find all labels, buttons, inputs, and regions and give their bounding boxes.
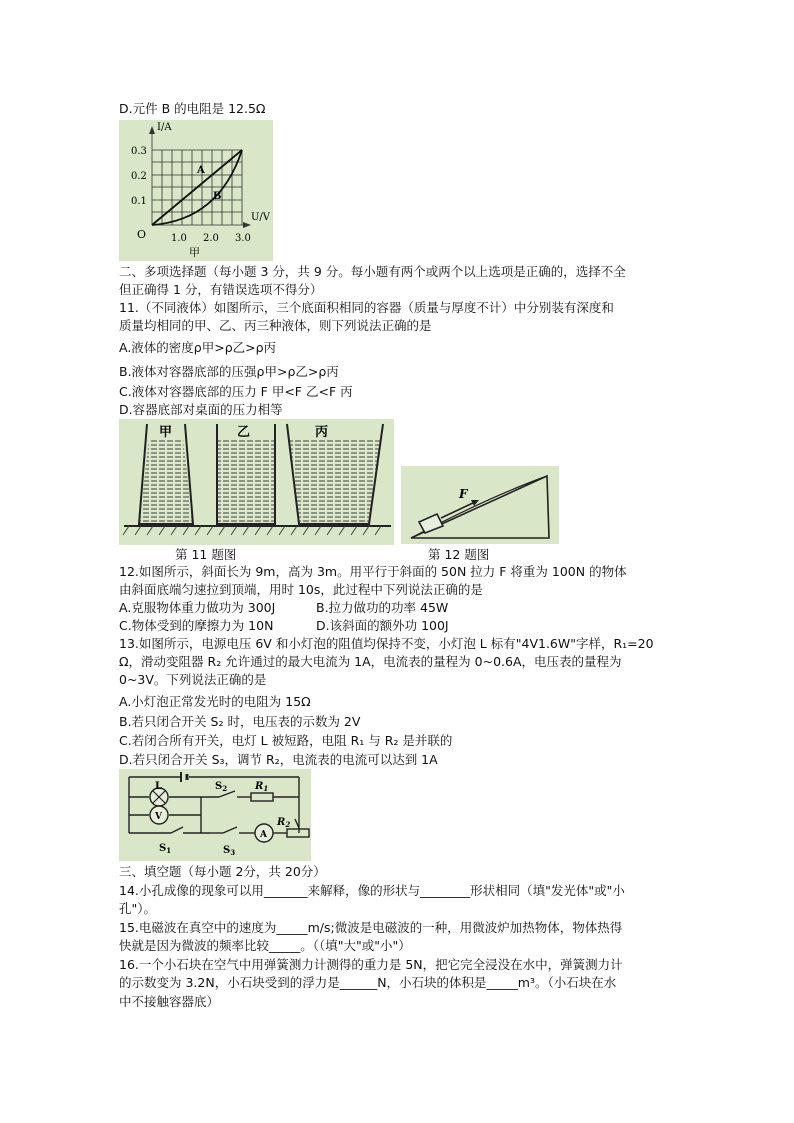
q12-stem-line2: 由斜面底端匀速拉到顶端，用时 10s，此过程中下列说法正确的是 [119, 582, 483, 597]
block [419, 514, 443, 533]
x-tick-3: 3.0 [235, 233, 251, 244]
circuit-diagram [119, 769, 311, 861]
y-tick-0.2: 0.2 [131, 171, 147, 182]
origin-label: O [137, 228, 147, 241]
q13-stem-line1: 13.如图所示，电源电压 6V 和小灯泡的阻值均保持不变，小灯泡 L 标有"4V1.6W"字样，R₁=20 [119, 636, 654, 651]
q13-stem-line3: 0~3V。下列说法正确的是 [119, 672, 267, 687]
s1-label: $S_1$ [159, 843, 172, 855]
graph-caption: 甲 [189, 246, 200, 259]
q11-figure-caption: 第 11 题图 [175, 547, 237, 562]
iu-graph [119, 120, 273, 261]
y-tick-0.1: 0.1 [131, 196, 147, 207]
q10-option-d: D.元件 B 的电阻是 12.5Ω [119, 101, 266, 116]
force-label: F [459, 487, 468, 501]
q16-line2: 的示数变为 3.2N，小石块受到的浮力是______N，小石块的体积是_____m³。（小石块在水 [119, 975, 617, 990]
r1-label: $R_1$ [255, 781, 269, 793]
r2-label: $R_2$ [277, 817, 291, 829]
section2-title-line2: 但正确得 1 分，有错误选项不得分） [119, 282, 323, 297]
container-bing-liquid [289, 439, 381, 524]
x-tick-2: 2.0 [203, 233, 219, 244]
label-yi: 乙 [237, 425, 251, 440]
curve-b-label: B [213, 191, 222, 202]
q16-line3: 中不接触容器底） [119, 994, 220, 1009]
q11-option-c: C.液体对容器底部的压力 F 甲<F 乙<F 丙 [119, 384, 353, 399]
q12-option-a: A.克服物体重力做功为 300J [119, 600, 276, 615]
container-yi-liquid [217, 439, 275, 524]
incline-diagram [401, 466, 559, 544]
circuit-figure [119, 769, 311, 861]
q12-option-b: B.拉力做功的功率 45W [316, 600, 449, 615]
q11-stem-line2: 质量均相同的甲、乙、丙三种液体，则下列说法正确的是 [119, 318, 432, 333]
q13-option-c: C.若闭合所有开关，电灯 L 被短路，电阻 R₁ 与 R₂ 是并联的 [119, 733, 453, 748]
y-tick-0.3: 0.3 [131, 146, 147, 157]
q13-stem-line2: Ω，滑动变阻器 R₂ 允许通过的最大电流为 1A，电流表的量程为 0~0.6A，电压表的量程为 [119, 654, 622, 669]
q14-line2: 孔"）。 [119, 901, 156, 916]
q12-stem-line1: 12.如图所示，斜面长为 9m，高为 3m。用平行于斜面的 50N 拉力 F 将重为 100N 的物体 [119, 564, 627, 579]
x-tick-1: 1.0 [171, 233, 187, 244]
q13-option-d: D.若只闭合开关 S₃，调节 R₂，电流表的电流可以达到 1A [119, 752, 438, 767]
curve-a-line [152, 150, 242, 225]
voltmeter-label: V [155, 812, 162, 822]
q13-option-b: B.若只闭合开关 S₂ 时，电压表的示数为 2V [119, 714, 361, 729]
curve-a-label: A [197, 165, 205, 176]
q12-figure-caption: 第 12 题图 [428, 547, 490, 562]
container-jia-liquid [139, 439, 193, 524]
q11-stem-line1: 11.（不同液体）如图所示，三个底面积相同的容器（质量与厚度不计）中分别装有深度和 [119, 300, 614, 315]
y-axis-label: I/A [157, 122, 172, 133]
x-axis-label: U/V [251, 212, 271, 223]
q15-line2: 快就是因为微波的频率比较_____。（（填"大"或"小"） [119, 938, 411, 953]
q12-option-d: D.该斜面的额外功 100J [316, 618, 449, 633]
label-jia: 甲 [159, 425, 173, 440]
incline-figure [401, 466, 559, 544]
iu-graph-figure [119, 120, 273, 261]
q11-option-b: B.液体对容器底部的压强ρ甲>ρ乙>ρ丙 [119, 364, 339, 379]
force-arrow [441, 502, 475, 518]
section3-title: 三、填空题（每小题 2分，共 20分） [119, 864, 326, 879]
q11-option-a: A.液体的密度ρ甲>ρ乙>ρ丙 [119, 340, 277, 355]
section2-title-line1: 二、多项选择题（每小题 3 分，共 9 分。每小题有两个或两个以上选项是正确的，选择不全 [119, 264, 626, 279]
containers-diagram [119, 419, 394, 545]
q16-line1: 16.一个小石块在空气中用弹簧测力计测得的重力是 5N，把它完全浸没在水中，弹簧测力计 [119, 957, 623, 972]
containers-figure [119, 419, 394, 545]
q12-option-c: C.物体受到的摩擦力为 10N [119, 618, 274, 633]
q15-line1: 15.电磁波在真空中的速度为_____m/s;微波是电磁波的一种，用微波炉加热物体，物体热得 [119, 920, 623, 935]
q11-option-d: D.容器底部对桌面的压力相等 [119, 402, 283, 417]
q13-option-a: A.小灯泡正常发光时的电阻为 15Ω [119, 694, 311, 709]
s2-label: $S_2$ [215, 781, 228, 793]
label-bing: 丙 [315, 425, 329, 440]
lamp-label: L [155, 781, 163, 792]
s3-label: $S_3$ [223, 845, 236, 857]
ammeter-label: A [260, 830, 267, 840]
q14-line1: 14.小孔成像的现象可以用_______来解释，像的形状与________形状相同（填"发光体"或"小 [119, 883, 625, 898]
